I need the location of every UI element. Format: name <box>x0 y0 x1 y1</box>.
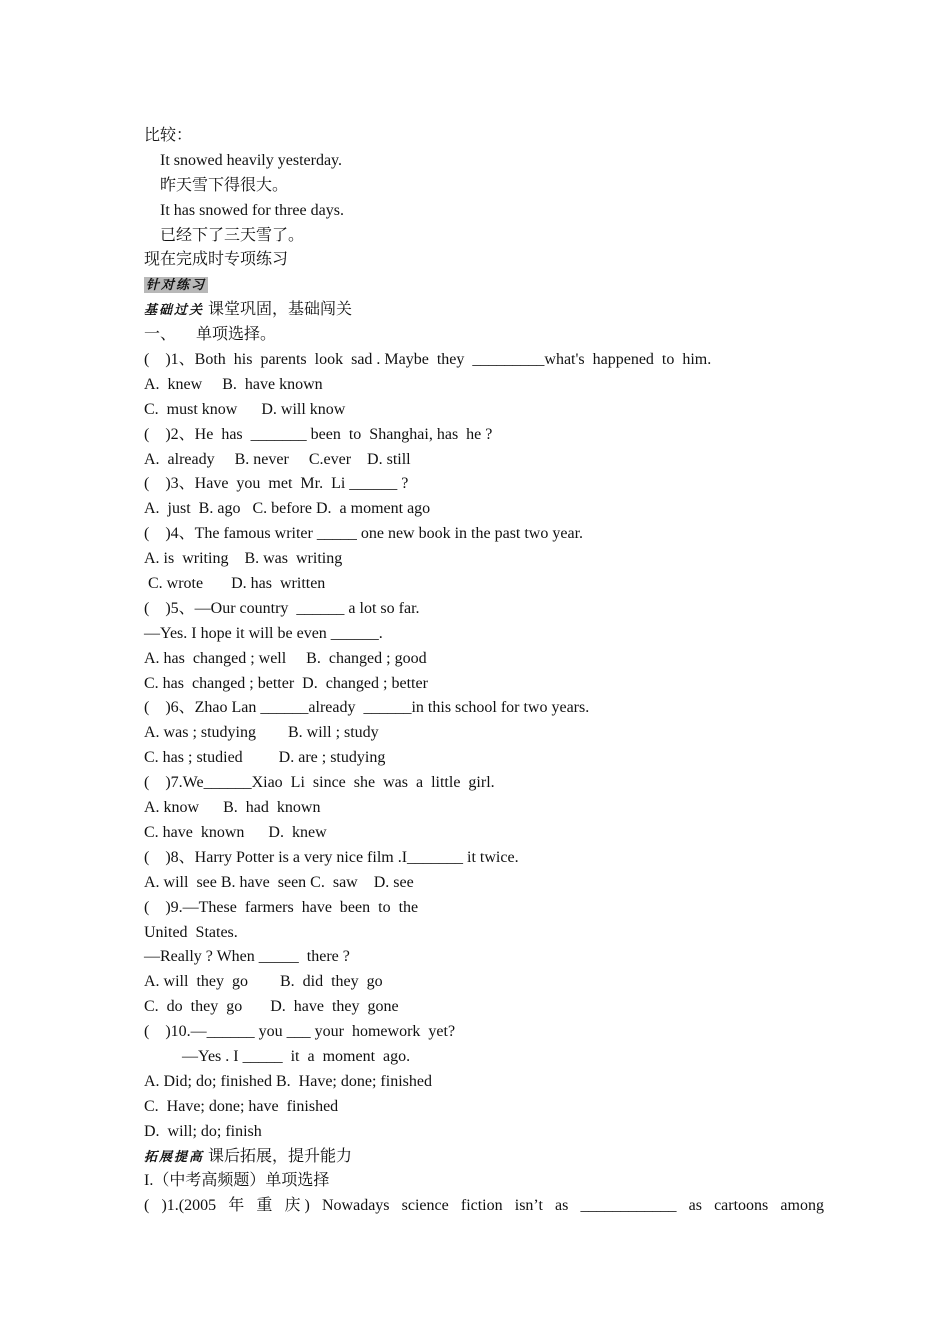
word: science <box>401 1197 449 1215</box>
question-list <box>144 348 824 1145</box>
question-1-stem: ( )1、Both his parents look sad . Maybe they _________what's happened to him. <box>144 351 712 369</box>
extend-subtitle: 课后拓展，提升能力 <box>208 1147 353 1165</box>
question-10-line: A. Did; do; finished B. Have; done; finished <box>144 1072 432 1090</box>
word: ____________ <box>580 1197 677 1215</box>
word: 庆 ) <box>284 1197 310 1215</box>
question-4-line: A. is writing B. was writing <box>144 550 343 568</box>
word: ( <box>144 1197 150 1215</box>
question-10-line: D. will; do; finish <box>144 1122 262 1140</box>
question-9-line: United States. <box>144 923 238 941</box>
question-8-stem: ( )8、Harry Potter is a very nice film .I_______ it twice. <box>144 848 519 866</box>
question-10-stem: ( )10.—______ you ___ your homework yet? <box>144 1023 456 1041</box>
word: Nowadays <box>321 1197 390 1215</box>
word: among <box>780 1197 824 1215</box>
example-1-chinese: 昨天雪下得很大。 <box>160 176 289 194</box>
basic-heading-row <box>144 298 824 323</box>
word: as <box>688 1197 702 1215</box>
basic-subtitle: 课堂巩固，基础闯关 <box>208 301 353 319</box>
part-one-label: 一、 单项选择。 <box>144 326 277 344</box>
question-6-stem: ( )6、Zhao Lan ______already ______in this school for two years. <box>144 699 590 717</box>
practice-badge-row <box>144 273 824 298</box>
question-9-line: —Really ? When _____ there ? <box>144 948 350 966</box>
word: )1.(2005 <box>161 1197 217 1215</box>
question-4-stem: ( )4、The famous writer _____ one new book in the past two year. <box>144 525 584 543</box>
practice-badge: 针对练习 <box>146 277 207 293</box>
question-1-line: A. knew B. have known <box>144 375 323 393</box>
example-1-english: It snowed heavily yesterday. <box>160 151 343 169</box>
question-3-stem: ( )3、Have you met Mr. Li ______ ? <box>144 475 409 493</box>
question-5-stem: ( )5、—Our country ______ a lot so far. <box>144 599 420 617</box>
question-9-stem: ( )9.—These farmers have been to the <box>144 898 419 916</box>
word: isn’t <box>514 1197 543 1215</box>
question-3-line: A. just B. ago C. before D. a moment ago <box>144 500 431 518</box>
question-6-line: A. was ; studying B. will ; study <box>144 724 379 742</box>
question-2-line: A. already B. never C.ever D. still <box>144 450 411 468</box>
word: cartoons <box>714 1197 769 1215</box>
question-8-line: A. will see B. have seen C. saw D. see <box>144 873 414 891</box>
question-7-line: A. know B. had known <box>144 799 321 817</box>
section-title: 现在完成时专项练习 <box>144 251 289 269</box>
question-extend-1-stem <box>144 1194 824 1219</box>
question-5-line: —Yes. I hope it will be even ______. <box>144 624 383 642</box>
question-7-line: C. have known D. knew <box>144 823 327 841</box>
word: as <box>555 1197 569 1215</box>
question-5-line: C. has changed ; better D. changed ; better <box>144 674 428 692</box>
question-4-line: C. wrote D. has written <box>144 575 326 593</box>
basic-heading: 基础过关 <box>144 302 205 318</box>
question-10-line: —Yes . I _____ it a moment ago. <box>182 1047 411 1065</box>
question-2-stem: ( )2、He has _______ been to Shanghai, has he ? <box>144 425 493 443</box>
example-2-chinese: 已经下了三天雪了。 <box>160 226 305 244</box>
question-6-line: C. has ; studied D. are ; studying <box>144 749 386 767</box>
example-2-english: It has snowed for three days. <box>160 201 344 219</box>
word: fiction <box>460 1197 503 1215</box>
worksheet-page <box>144 124 824 1219</box>
question-5-line: A. has changed ; well B. changed ; good <box>144 649 427 667</box>
question-1-line: C. must know D. will know <box>144 400 346 418</box>
extend-heading: 拓展提高 <box>144 1148 205 1164</box>
question-9-line: C. do they go D. have they gone <box>144 998 399 1016</box>
question-9-line: A. will they go B. did they go <box>144 973 383 991</box>
part-i-label: I.（中考高频题）单项选择 <box>144 1172 330 1190</box>
word: 重 <box>256 1197 273 1215</box>
word: 年 <box>228 1197 245 1215</box>
extend-heading-row <box>144 1145 824 1170</box>
compare-label: 比较： <box>144 127 193 144</box>
question-7-stem: ( )7.We______Xiao Li since she was a little girl. <box>144 774 495 792</box>
question-10-line: C. Have; done; have finished <box>144 1097 339 1115</box>
